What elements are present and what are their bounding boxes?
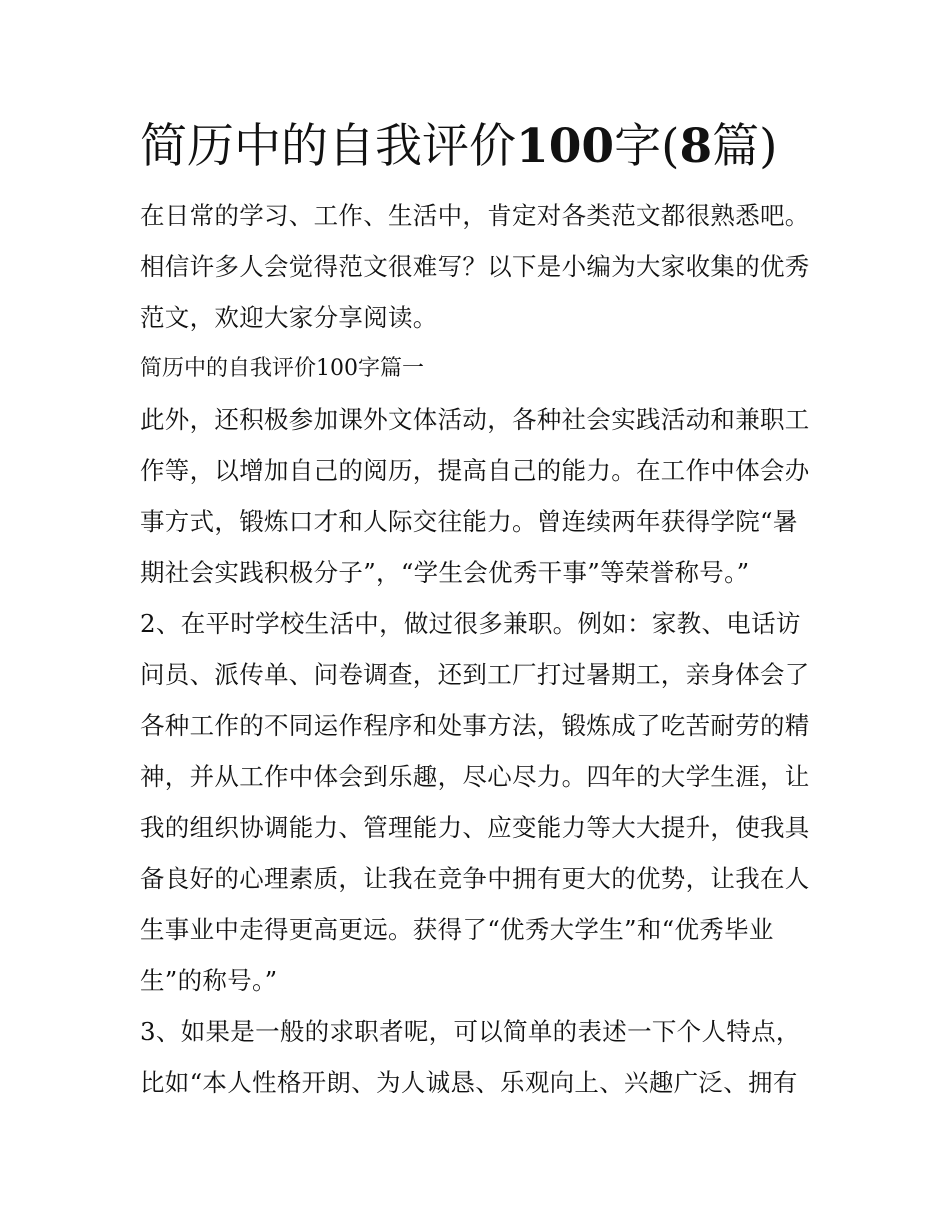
- title-number: 100: [516, 119, 615, 174]
- title-end: 篇): [712, 119, 778, 174]
- section-heading: 简历中的自我评价100字篇一: [140, 356, 424, 381]
- title-middle: 字(: [614, 119, 680, 174]
- paragraph-2: 2、在平时学校生活中，做过很多兼职。例如：家教、电话访问员、派传单、问卷调查，还到工厂打过暑期工，亲身体会了各种工作的不同运作程序和处事方法，锻炼成了吃苦耐劳的精神，并从工作中体会到乐趣，尽心尽力。四年的大学生涯，让我的组织协调能力、管理能力、应变能力等大大提升，使我具备良好的心理素质，让我在竞争中拥有更大的优势，让我在人生事业中走得更高更远。获得了“优秀大学生”和“优秀毕业生”的称号。”: [140, 609, 810, 995]
- intro-paragraph: 在日常的学习、工作、生活中，肯定对各类范文都很熟悉吧。相信许多人会觉得范文很难写？以下是小编为大家收集的优秀范文，欢迎大家分享阅读。: [140, 201, 810, 332]
- paragraph-1: 此外，还积极参加课外文体活动，各种社会实践活动和兼职工作等，以增加自己的阅历，提高自己的能力。在工作中体会办事方式，锻炼口才和人际交往能力。曾连续两年获得学院“暑期社会实践积极分子”，“学生会优秀干事”等荣誉称号。”: [140, 405, 810, 587]
- paragraph-3: 3、如果是一般的求职者呢，可以简单的表述一下个人特点，比如“本人性格开朗、为人诚恳、乐观向上、兴趣广泛、拥有: [140, 1017, 801, 1097]
- title-count: 8: [679, 119, 713, 174]
- title-text: 简历中的自我评价: [140, 119, 516, 174]
- document-page: [140, 112, 820, 1108]
- document-title: [140, 112, 820, 182]
